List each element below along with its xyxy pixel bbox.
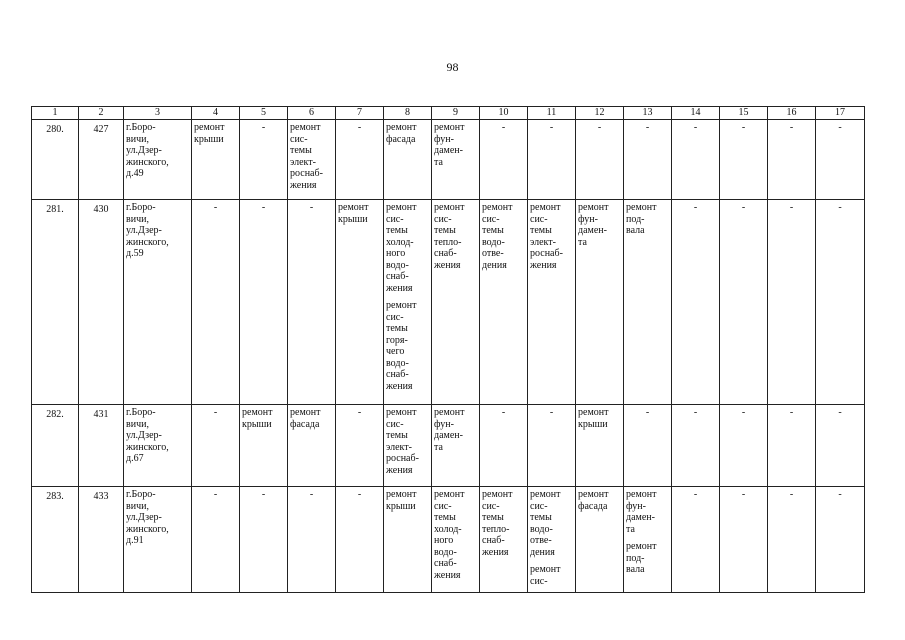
table-row [32, 405, 865, 487]
empty-dash-cell: - [768, 487, 816, 593]
cell-text-line: водо- [386, 259, 409, 271]
cell-text-line: дамен- [434, 145, 463, 156]
cell-text-line: дамен- [626, 512, 655, 523]
cell-text-line: ул.Дзер- [126, 512, 162, 523]
cell-text-line: вичи, [126, 213, 149, 225]
cell-text-line: жения [386, 464, 413, 476]
repair-work-cell [624, 487, 672, 593]
cell-text-line: сис- [386, 418, 404, 430]
empty-dash-cell: - [816, 405, 865, 487]
cell-text-line: ремонт [626, 202, 657, 213]
cell-text-line: ремонт [626, 489, 657, 500]
empty-dash-cell: - [768, 200, 816, 405]
cell-text-line: роснаб- [530, 248, 563, 259]
empty-dash-cell: - [768, 120, 816, 200]
column-number-header: 1 [32, 107, 79, 120]
cell-text-line: вала [626, 225, 645, 236]
table-row [32, 487, 865, 593]
column-number-header: 8 [384, 107, 432, 120]
cell-text-line: темы [386, 323, 408, 334]
row-number-cell: 281. [32, 200, 79, 405]
cell-text-line: крыши [338, 213, 368, 225]
cell-text-line: г.Боро- [126, 407, 156, 418]
repair-work-cell [576, 405, 624, 487]
empty-dash-cell: - [768, 405, 816, 487]
empty-dash-cell: - [192, 405, 240, 487]
cell-text-line: ремонт [578, 407, 609, 418]
empty-dash-cell: - [624, 120, 672, 200]
cell-text-line: дения [530, 546, 555, 558]
cell-text-line: жинского, [126, 236, 169, 248]
cell-text-line: ремонт [434, 202, 465, 213]
cell-text-line: снаб- [434, 248, 457, 259]
empty-dash-cell: - [720, 405, 768, 487]
cell-text-line: вичи, [126, 418, 149, 430]
empty-dash-cell: - [336, 405, 384, 487]
table-body [32, 107, 865, 593]
cell-text-line: роснаб- [290, 168, 323, 179]
cell-text-line: ремонт [530, 202, 561, 213]
table-row [32, 120, 865, 200]
empty-dash-cell: - [192, 200, 240, 405]
cell-text-line: ремонт [386, 122, 417, 133]
cell-text-line: сис- [530, 213, 548, 225]
cell-text-line: фун- [578, 213, 598, 225]
cell-text-line: дамен- [578, 225, 607, 236]
cell-text-line: отве- [482, 248, 504, 259]
cell-text-line: под- [626, 213, 645, 225]
column-number-header: 17 [816, 107, 865, 120]
row-number-cell: 280. [32, 120, 79, 200]
empty-dash-cell: - [720, 487, 768, 593]
cell-text-line: ремонт [434, 122, 465, 133]
repair-work-cell [240, 405, 288, 487]
empty-dash-cell: - [192, 487, 240, 593]
repair-work-cell [576, 487, 624, 593]
cell-text-line: сис- [482, 213, 500, 225]
empty-dash-cell: - [672, 405, 720, 487]
cell-text-line: жения [434, 259, 461, 271]
empty-dash-cell: - [672, 487, 720, 593]
cell-text-line: отве- [530, 535, 552, 546]
cell-text-line: сис- [386, 213, 404, 225]
cell-text-line: ремонт [530, 489, 561, 500]
cell-text-line: г.Боро- [126, 202, 156, 213]
address-cell [124, 200, 192, 405]
cell-text-line: жения [482, 546, 509, 558]
repair-work-cell [432, 487, 480, 593]
empty-dash-cell: - [288, 487, 336, 593]
cell-text-line: та [626, 523, 635, 535]
repair-work-cell [384, 405, 432, 487]
row-number-cell: 282. [32, 405, 79, 487]
cell-text-line: жения [530, 259, 557, 271]
object-code-cell: 427 [79, 120, 124, 200]
address-cell [124, 405, 192, 487]
cell-text-line: г.Боро- [126, 489, 156, 500]
cell-text-line: темы [386, 225, 408, 236]
empty-dash-cell: - [240, 120, 288, 200]
repair-work-cell [528, 487, 576, 593]
object-code-cell: 431 [79, 405, 124, 487]
column-number-header: 16 [768, 107, 816, 120]
cell-text-line: сис- [434, 213, 452, 225]
cell-text-line: ул.Дзер- [126, 145, 162, 156]
column-number-header: 10 [480, 107, 528, 120]
empty-dash-cell: - [816, 120, 865, 200]
repair-work-cell [480, 200, 528, 405]
cell-text-line: темы [386, 430, 408, 441]
column-number-header: 7 [336, 107, 384, 120]
repair-schedule-table [31, 106, 865, 593]
cell-text-line: г.Боро- [126, 122, 156, 133]
repair-work-cell [432, 200, 480, 405]
empty-dash-cell: - [576, 120, 624, 200]
column-number-header: 6 [288, 107, 336, 120]
cell-text-line: фасада [578, 500, 608, 512]
cell-text-line: сис- [530, 575, 548, 587]
cell-text-line: та [434, 156, 443, 168]
cell-text-line: ремонт [242, 407, 273, 418]
empty-dash-cell: - [624, 405, 672, 487]
cell-text-line: ремонт [578, 202, 609, 213]
cell-text-line: та [578, 236, 587, 248]
cell-text-line: водо- [434, 546, 457, 558]
address-cell [124, 120, 192, 200]
cell-text-line: ремонт [386, 300, 417, 311]
empty-dash-cell: - [720, 120, 768, 200]
cell-text-line: снаб- [386, 271, 409, 282]
repair-work-cell [288, 120, 336, 200]
empty-dash-cell: - [816, 487, 865, 593]
column-number-header: 12 [576, 107, 624, 120]
empty-dash-cell: - [672, 200, 720, 405]
repair-work-cell [336, 200, 384, 405]
cell-text-line: сис- [386, 311, 404, 323]
cell-text-line: сис- [290, 133, 308, 145]
cell-text-line: тепло- [434, 236, 462, 248]
empty-dash-cell: - [288, 200, 336, 405]
empty-dash-cell: - [480, 405, 528, 487]
repair-work-cell [384, 120, 432, 200]
header-row [32, 107, 865, 120]
cell-text-line: темы [434, 225, 456, 236]
cell-text-line: фун- [626, 500, 646, 512]
cell-text-line: элект- [386, 441, 412, 453]
cell-text-line: водо- [482, 236, 505, 248]
cell-text-line: д.59 [126, 248, 144, 259]
cell-text-line: д.91 [126, 535, 144, 546]
cell-text-line: холод- [386, 236, 414, 248]
column-number-header: 3 [124, 107, 192, 120]
column-number-header: 11 [528, 107, 576, 120]
cell-text-line: вичи, [126, 133, 149, 145]
cell-text-line: водо- [386, 357, 409, 369]
cell-text-line: д.67 [126, 453, 144, 464]
cell-text-line: водо- [530, 523, 553, 535]
cell-text-line: ремонт [386, 202, 417, 213]
object-code-cell: 433 [79, 487, 124, 593]
cell-text-line: жения [386, 282, 413, 294]
cell-text-line: дамен- [434, 430, 463, 441]
cell-text-line: сис- [530, 500, 548, 512]
empty-dash-cell: - [528, 120, 576, 200]
cell-text-line: ремонт [434, 407, 465, 418]
column-number-header: 5 [240, 107, 288, 120]
cell-text-line: крыши [194, 133, 224, 145]
cell-text-line: под- [626, 552, 645, 564]
page-number: 98 [446, 60, 459, 74]
cell-text-line: ремонт [290, 407, 321, 418]
column-number-header: 9 [432, 107, 480, 120]
cell-text-line: снаб- [482, 535, 505, 546]
cell-text-line: элект- [290, 156, 316, 168]
cell-text-line: ремонт [386, 407, 417, 418]
cell-text-line: ремонт [626, 541, 657, 552]
cell-text-line: ного [386, 248, 406, 259]
cell-text-line: ного [434, 535, 454, 546]
cell-text-line: та [434, 441, 443, 453]
repair-work-cell [624, 200, 672, 405]
cell-text-line: ремонт [290, 122, 321, 133]
empty-dash-cell: - [816, 200, 865, 405]
cell-text-line: крыши [242, 418, 272, 430]
cell-text-line: вичи, [126, 500, 149, 512]
empty-dash-cell: - [240, 200, 288, 405]
cell-text-line: снаб- [434, 558, 457, 569]
cell-text-line: ремонт [194, 122, 225, 133]
repair-work-cell [576, 200, 624, 405]
cell-text-line: сис- [434, 500, 452, 512]
cell-text-line: элект- [530, 236, 556, 248]
cell-text-line: темы [530, 225, 552, 236]
cell-text-line: темы [434, 512, 456, 523]
cell-text-line: жинского, [126, 441, 169, 453]
cell-text-line: д.49 [126, 168, 144, 179]
cell-text-line: жинского, [126, 156, 169, 168]
repair-work-cell [528, 200, 576, 405]
cell-text-line: жения [386, 380, 413, 392]
empty-dash-cell: - [480, 120, 528, 200]
cell-text-line: ремонт [434, 489, 465, 500]
cell-text-line: фун- [434, 133, 454, 145]
repair-work-cell [432, 405, 480, 487]
cell-text-line: темы [290, 145, 312, 156]
repair-work-cell [192, 120, 240, 200]
cell-text-line: роснаб- [386, 453, 419, 464]
empty-dash-cell: - [336, 487, 384, 593]
cell-text-line: темы [482, 512, 504, 523]
cell-text-line: ремонт [482, 202, 513, 213]
cell-text-line: снаб- [386, 369, 409, 380]
cell-text-line: жения [434, 569, 461, 581]
column-number-header: 2 [79, 107, 124, 120]
column-number-header: 14 [672, 107, 720, 120]
cell-text-line: холод- [434, 523, 462, 535]
cell-text-line: ремонт [530, 564, 561, 575]
object-code-cell: 430 [79, 200, 124, 405]
cell-text-line: крыши [578, 418, 608, 430]
cell-text-line: ремонт [338, 202, 369, 213]
repair-work-cell [384, 487, 432, 593]
cell-text-line: жинского, [126, 523, 169, 535]
cell-text-line: ул.Дзер- [126, 430, 162, 441]
empty-dash-cell: - [336, 120, 384, 200]
cell-text-line: чего [386, 346, 405, 357]
repair-work-cell [480, 487, 528, 593]
cell-text-line: горя- [386, 334, 408, 346]
column-number-header: 15 [720, 107, 768, 120]
cell-text-line: темы [482, 225, 504, 236]
cell-text-line: тепло- [482, 523, 510, 535]
cell-text-line: ремонт [482, 489, 513, 500]
table-row [32, 200, 865, 405]
cell-text-line: ремонт [386, 489, 417, 500]
cell-text-line: дения [482, 259, 507, 271]
repair-work-cell [432, 120, 480, 200]
cell-text-line: ул.Дзер- [126, 225, 162, 236]
cell-text-line: вала [626, 564, 645, 575]
empty-dash-cell: - [720, 200, 768, 405]
empty-dash-cell: - [240, 487, 288, 593]
cell-text-line: фасада [290, 418, 320, 430]
cell-text-line: сис- [482, 500, 500, 512]
repair-work-cell [384, 200, 432, 405]
cell-text-line: фасада [386, 133, 416, 145]
empty-dash-cell: - [672, 120, 720, 200]
column-number-header: 13 [624, 107, 672, 120]
cell-text-line: ремонт [578, 489, 609, 500]
cell-text-line: фун- [434, 418, 454, 430]
address-cell [124, 487, 192, 593]
column-number-header: 4 [192, 107, 240, 120]
cell-text-line: темы [530, 512, 552, 523]
cell-text-line: крыши [386, 500, 416, 512]
cell-text-line: жения [290, 179, 317, 191]
repair-work-cell [288, 405, 336, 487]
empty-dash-cell: - [528, 405, 576, 487]
row-number-cell: 283. [32, 487, 79, 593]
